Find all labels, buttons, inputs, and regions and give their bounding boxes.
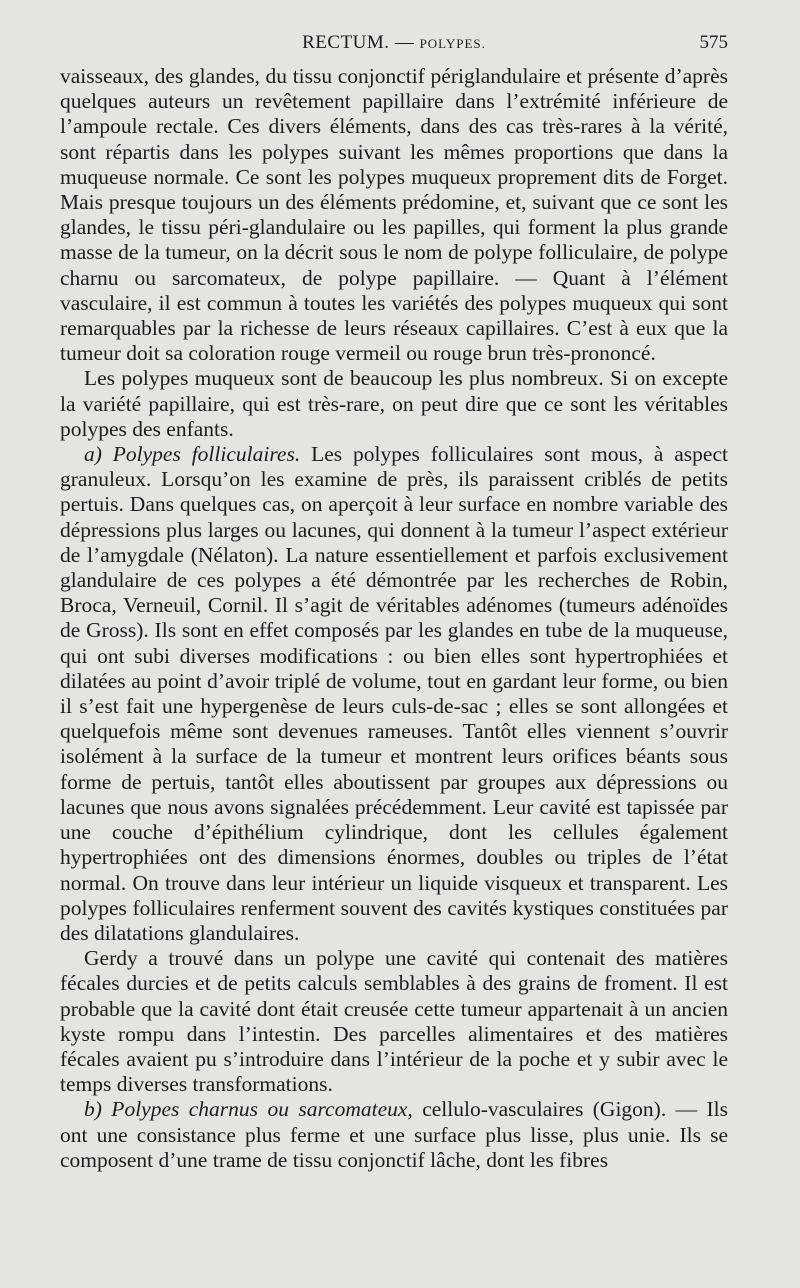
section-heading: b) Polypes charnus ou sarcomateux, [84,1097,413,1122]
title-dash: — [394,32,415,53]
running-title [60,32,728,54]
title-main: RECTUM. [302,32,390,53]
paragraph-text: vaisseaux, des glandes, du tissu conjonctif périglandulaire et présente d’après quelques auteurs un revêtement papillaire dans l’extrémité inférieure de l’ampoule rectale. Ces divers éléments, dans des cas très-rares à la vérité, sont répartis dans les polypes suivant les mêmes proportions que dans la muqueuse normale. Ce sont les polypes muqueux proprement dits de Forget. Mais presque toujours un des éléments prédomine, et, suivant que ce sont les glandes, le tissu péri-glandulaire ou les papilles, qui forment la plus grande masse de la tumeur, on la décrit sous le nom de polype folliculaire, de polype charnu ou sarcomateux, de polype papillaire. — Quant à l’élément vasculaire, il est commun à toutes les variétés des polypes muqueux qui sont remarquables par la richesse de leurs réseaux capillaires. C’est à eux que la tumeur doit sa coloration rouge vermeil ou rouge brun très-prononcé. [60,64,728,366]
paragraph [60,1097,728,1173]
paragraph-text: Les polypes muqueux sont de beaucoup les plus nombreux. Si on excepte la variété papillaire, qui est très-rare, on peut dire que ce sont les véritables polypes des enfants. [60,366,728,441]
title-sub: POLYPES. [419,36,486,51]
paragraph-text: Gerdy a trouvé dans un polype une cavité qui contenait des matières fécales durcies et de petits calculs semblables à des grains de froment. Il est probable que la cavité dont était creusée cette tumeur appartenait à un ancien kyste rompu dans l’intestin. Des parcelles alimentaires et des matières fécales avaient pu s’introduire dans l’intérieur de la poche et y subir avec le temps diverses transformations. [60,946,728,1097]
paragraph-text: Les polypes folliculaires sont mous, à aspect granuleux. Lorsqu’on les examine de près, ils paraissent criblés de petits pertuis. Dans quelques cas, on aperçoit à leur surface en nombre variable des dépressions plus larges ou lacunes, qui donnent à la tumeur l’aspect extérieur de l’amygdale (Nélaton). La nature essentiellement et parfois exclusivement glandulaire de ces polypes a été démontrée par les recherches de Robin, Broca, Verneuil, Cornil. Il s’agit de véritables adénomes (tumeurs adénoïdes de Gross). Ils sont en effet composés par les glandes en tube de la muqueuse, qui ont subi diverses modifications : ou bien elles sont hypertrophiées et dilatées au point d’avoir triplé de volume, tout en gardant leur forme, ou bien il s’est fait une hypergenèse de leurs culs-de-sac ; elles se sont allongées et quelquefois même sont devenues rameuses. Tantôt elles viennent s’ouvrir isolément à la surface de la tumeur et montrent leurs orifices béants sous forme de pertuis, tantôt elles aboutissent par groupes aux dépressions ou lacunes que nous avons signalées précédemment. Leur cavité est tapissée par une couche d’épithélium cylindrique, dont les cellules également hypertrophiées ont des dimensions énormes, doubles ou triples de l’état normal. On trouve dans leur intérieur un liquide visqueux et transparent. Les polypes folliculaires renferment souvent des cavités kystiques constituées par des dilatations glandulaires. [60,442,728,945]
paragraph [60,64,728,366]
body-text [60,64,728,1173]
paragraph [60,946,728,1097]
paragraph [60,442,728,946]
paragraph [60,366,728,442]
running-header [60,32,728,56]
page-number: 575 [699,32,728,53]
section-heading: a) Polypes folliculaires. [84,442,301,467]
paragraph-text: cellulo-vasculaires (Gigon). — Ils ont une consistance plus ferme et une surface plus lisse, plus unie. Ils se composent d’une trame de tissu conjonctif lâche, dont les fibres [60,1097,729,1172]
